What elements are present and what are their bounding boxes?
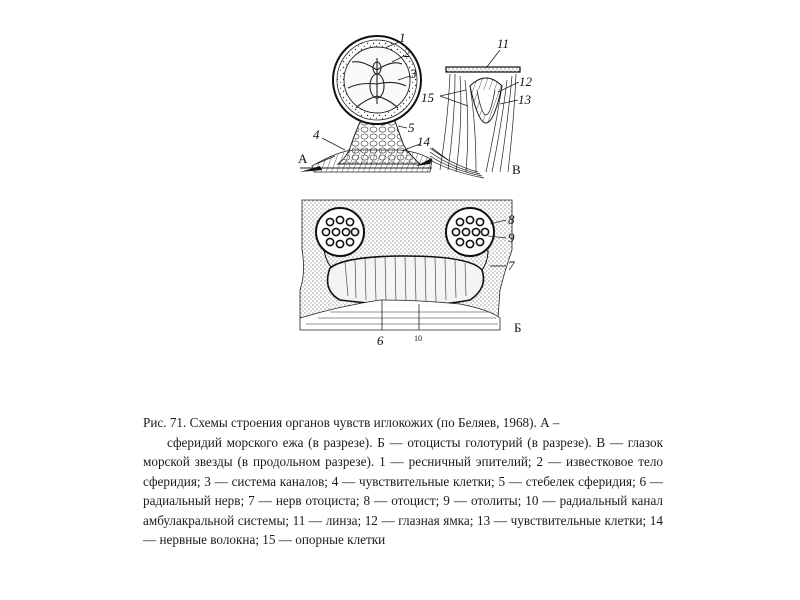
label-10: 10 [414,334,422,343]
label-12: 12 [519,74,532,89]
panel-v-letter: В [512,162,521,177]
label-13: 13 [518,92,531,107]
label-1: 1 [399,30,406,45]
label-15: 15 [421,90,434,105]
label-5: 5 [408,120,415,135]
label-8: 8 [508,212,515,227]
label-7: 7 [508,258,515,273]
label-3: 3 [410,66,417,81]
panel-b-letter: Б [514,320,522,335]
label-11: 11 [497,36,510,51]
panel-v-drawing [430,50,520,178]
caption-line-1: Рис. 71. Схемы строения органов чувств иглокожих (по Беляев, 1968). А – [143,415,560,430]
panel-a-letter: А [298,151,308,166]
label-2: 2 [404,45,411,60]
label-14: 14 [417,134,430,149]
label-4: 4 [313,127,320,142]
figure-caption [143,413,663,550]
label-9: 9 [508,230,515,245]
panel-a-drawing [300,36,432,172]
panel-b-drawing [300,200,512,330]
label-6: 6 [377,333,384,348]
caption-text: сферидий морского ежа (в разрезе). Б — отоцисты голотурий (в разрезе). В — глазок морской звезды (в продольном разрезе). 1 — ресничный эпителий; 2 — известковое тело сферидия; 3 — система каналов; 4 — чувствительные клетки; 5 — стебелек сферидия; 6 — радиальный нерв; 7 — нерв отоциста; 8 — отоцист; 9 — отолиты; 10 — радиальный канал амбулакральной системы; 11 — линза; 12 — глазная ямка; 13 — чувствительные клетки; 14 — нервные волокна; 15 — опорные клетки [143,434,663,547]
